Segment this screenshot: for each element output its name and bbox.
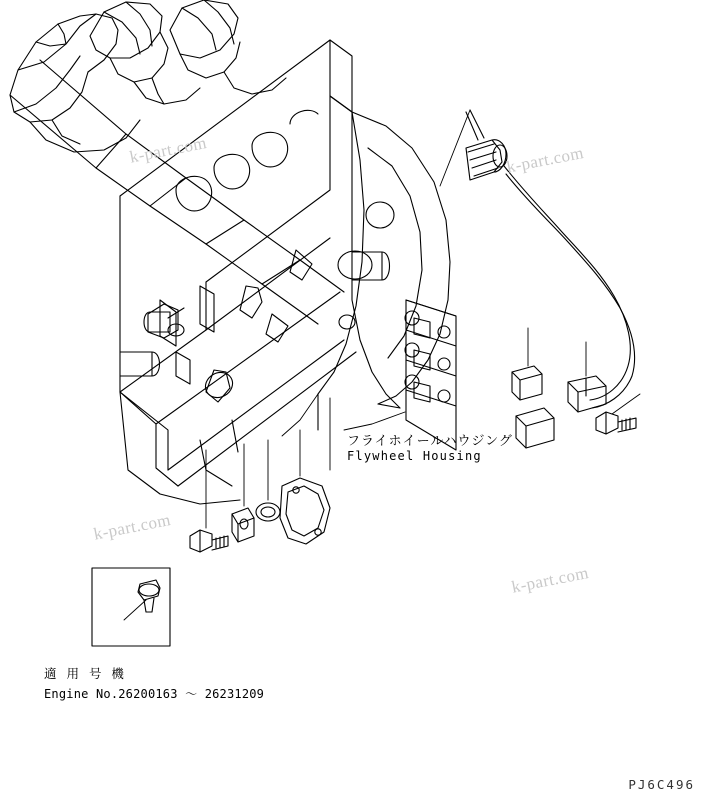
watermark: k-part.com [510, 563, 591, 597]
watermark: k-part.com [128, 133, 209, 167]
callout-label-en: Flywheel Housing [347, 449, 482, 463]
applicable-note-jp: 適 用 号 機 [44, 666, 127, 681]
applicable-note-en: Engine No.26200163 〜 26231209 [44, 687, 265, 701]
watermark: k-part.com [505, 143, 586, 177]
callout-flywheel-housing [347, 430, 513, 463]
watermark: k-part.com [92, 510, 173, 544]
applicable-note [44, 664, 264, 702]
callout-label-jp: フライホイールハウジング [347, 434, 513, 449]
drawing-code: PJ6C496 [628, 777, 695, 792]
